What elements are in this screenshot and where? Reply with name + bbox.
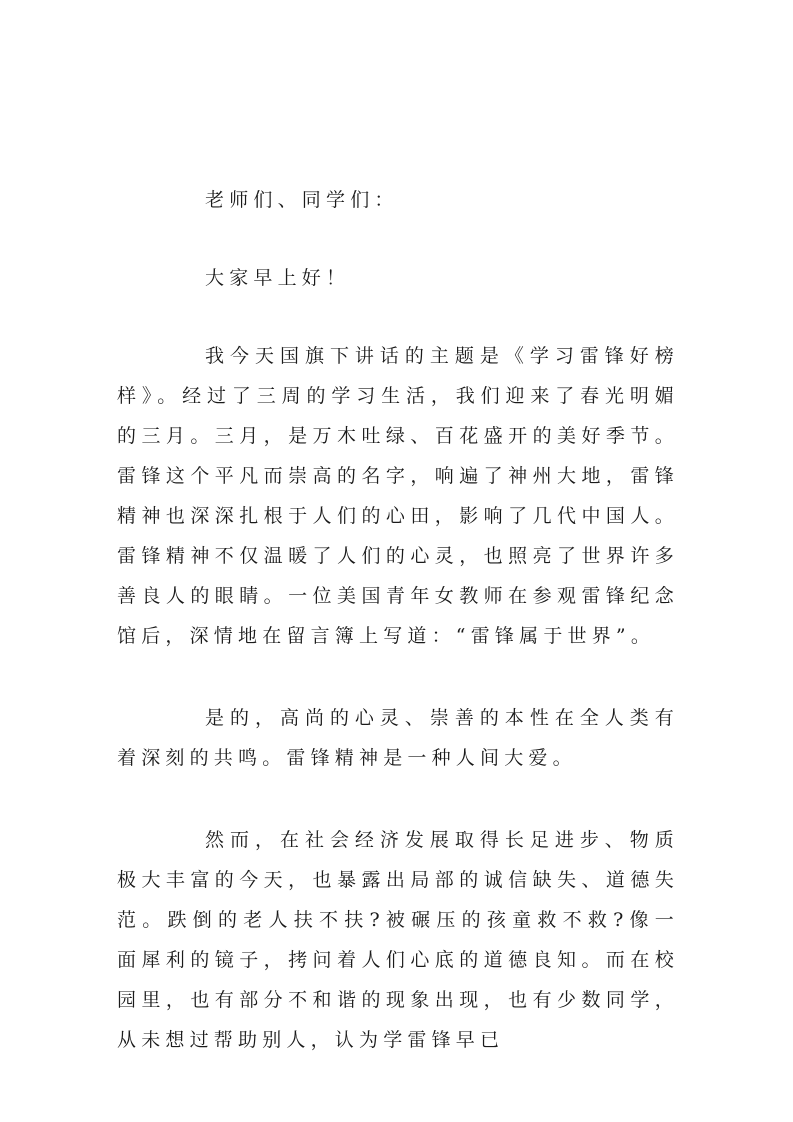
spacer: [117, 298, 679, 336]
paragraph-3: 然而，在社会经济发展取得长足进步、物质极大丰富的今天，也暴露出局部的诚信缺失、道德失范。跌倒的老人扶不扶?被碾压的孩童救不救?像一面犀利的镜子，拷问着人们心底的道德良知。而在校园里，也有部分不和谐的现象出现，也有少数同学，从未想过帮助别人，认为学雷锋早已: [117, 829, 679, 1051]
paragraph-2: 是的，高尚的心灵、崇善的本性在全人类有着深刻的共鸣。雷锋精神是一种人间大爱。: [117, 707, 679, 769]
document-page: [117, 180, 679, 1060]
spacer: [117, 656, 679, 698]
spacer: [117, 778, 679, 820]
paragraph-1: 我今天国旗下讲话的主题是《学习雷锋好榜样》。经过了三周的学习生活，我们迎来了春光明媚的三月。三月，是万木吐绿、百花盛开的美好季节。雷锋这个平凡而崇高的名字，响遍了神州大地，雷锋精神也深深扎根于人们的心田，影响了几代中国人。雷锋精神不仅温暖了人们的心灵，也照亮了世界许多善良人的眼睛。一位美国青年女教师在参观雷锋纪念馆后，深情地在留言簿上写道：“雷锋属于世界”。: [117, 345, 679, 647]
spacer: [117, 220, 679, 258]
salutation: 老师们、同学们：: [205, 189, 399, 211]
greeting: 大家早上好！: [205, 267, 351, 289]
